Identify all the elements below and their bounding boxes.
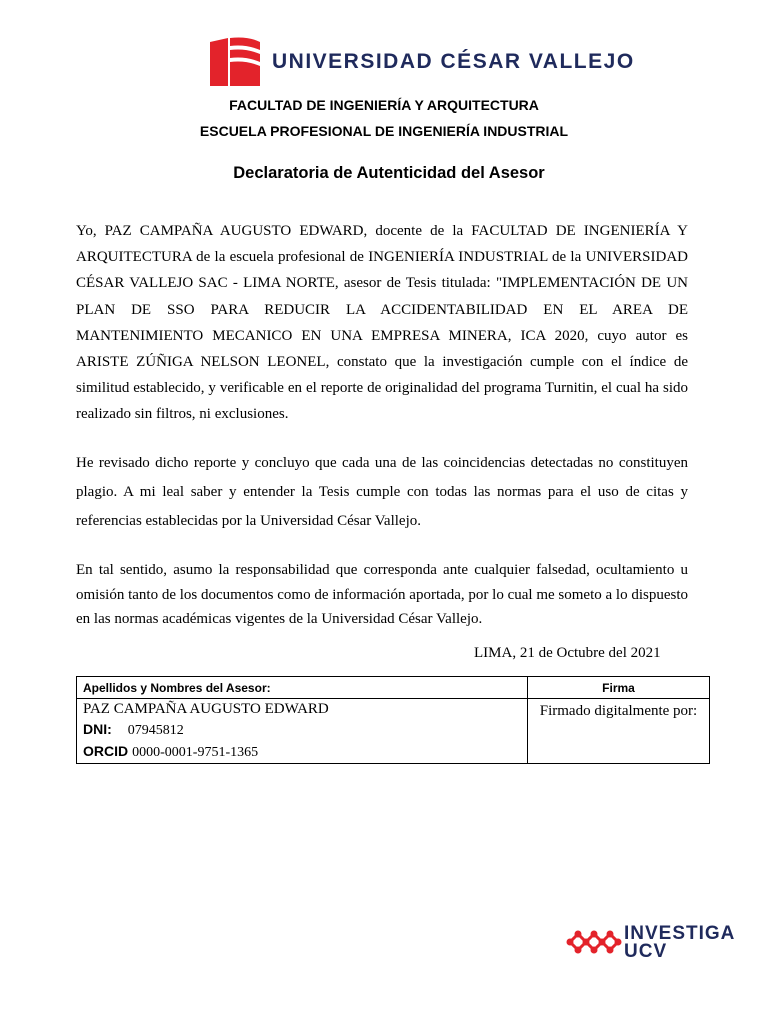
- molecule-icon: [566, 922, 622, 962]
- advisor-name-header: Apellidos y Nombres del Asesor:: [77, 677, 528, 699]
- advisor-info-cell: [77, 699, 528, 764]
- advisor-name: PAZ CAMPAÑA AUGUSTO EDWARD: [83, 701, 329, 717]
- ucv-text: UCV: [624, 941, 668, 962]
- dni-label: DNI:: [83, 721, 112, 737]
- signature-header: Firma: [528, 677, 710, 699]
- dni-line: [83, 719, 527, 741]
- ucv-emblem-icon: [208, 36, 262, 90]
- table-row: [77, 699, 710, 764]
- orcid-line: [83, 741, 527, 763]
- ucv-logo: [208, 36, 635, 90]
- signature-cell: Firmado digitalmente por:: [528, 699, 710, 764]
- paragraph-review: He revisado dicho reporte y concluyo que cada una de las coincidencias detectadas no constituyen plagio. A mi leal saber y entender la Tesis cumple con todas las normas para el uso de citas y referencias establecidas por la Universidad César Vallejo.: [76, 455, 688, 529]
- signature-table: [76, 676, 710, 764]
- paragraph-responsibility: En tal sentido, asumo la responsabilidad que corresponda ante cualquier falsedad, ocultamiento u omisión tanto de los documentos como de información aportada, por lo cual me someto a lo dispuesto en las normas académicas vigentes de la Universidad César Vallejo.: [76, 562, 688, 627]
- paragraph-declaration: Yo, PAZ CAMPAÑA AUGUSTO EDWARD, docente de la FACULTAD DE INGENIERÍA Y ARQUITECTURA de la escuela profesional de INGENIERÍA INDUSTRIAL de la UNIVERSIDAD CÉSAR VALLEJO SAC - LIMA NORTE, asesor de Tesis titulada: "IMPLEMENTACIÓN DE UN PLAN DE SSO PARA REDUCIR LA ACCIDENTABILIDAD EN EL AREA DE MANTENIMIENTO MECANICO EN UNA EMPRESA MINERA, ICA 2020, cuyo autor es ARISTE ZÚÑIGA NELSON LEONEL, constato que la investigación cumple con el índice de similitud establecido, y verificable en el reporte de originalidad del programa Turnitin, el cual ha sido realizado sin filtros, ni exclusiones.: [76, 223, 688, 423]
- school-heading: ESCUELA PROFESIONAL DE INGENIERÍA INDUSTRIAL: [199, 123, 569, 139]
- investiga-text: INVESTIGA: [624, 923, 736, 944]
- faculty-heading: FACULTAD DE INGENIERÍA Y ARQUITECTURA: [229, 97, 539, 113]
- table-header-row: [77, 677, 710, 699]
- investiga-ucv-logo: [566, 922, 746, 962]
- orcid-label: ORCID: [83, 743, 129, 759]
- document-title: Declaratoria de Autenticidad del Asesor: [233, 164, 545, 182]
- dni-value: 07945812: [127, 723, 184, 738]
- university-name: UNIVERSIDAD CÉSAR VALLEJO: [272, 50, 635, 73]
- orcid-value: 0000-0001-9751-1365: [132, 745, 259, 760]
- date-line: LIMA, 21 de Octubre del 2021: [474, 645, 661, 661]
